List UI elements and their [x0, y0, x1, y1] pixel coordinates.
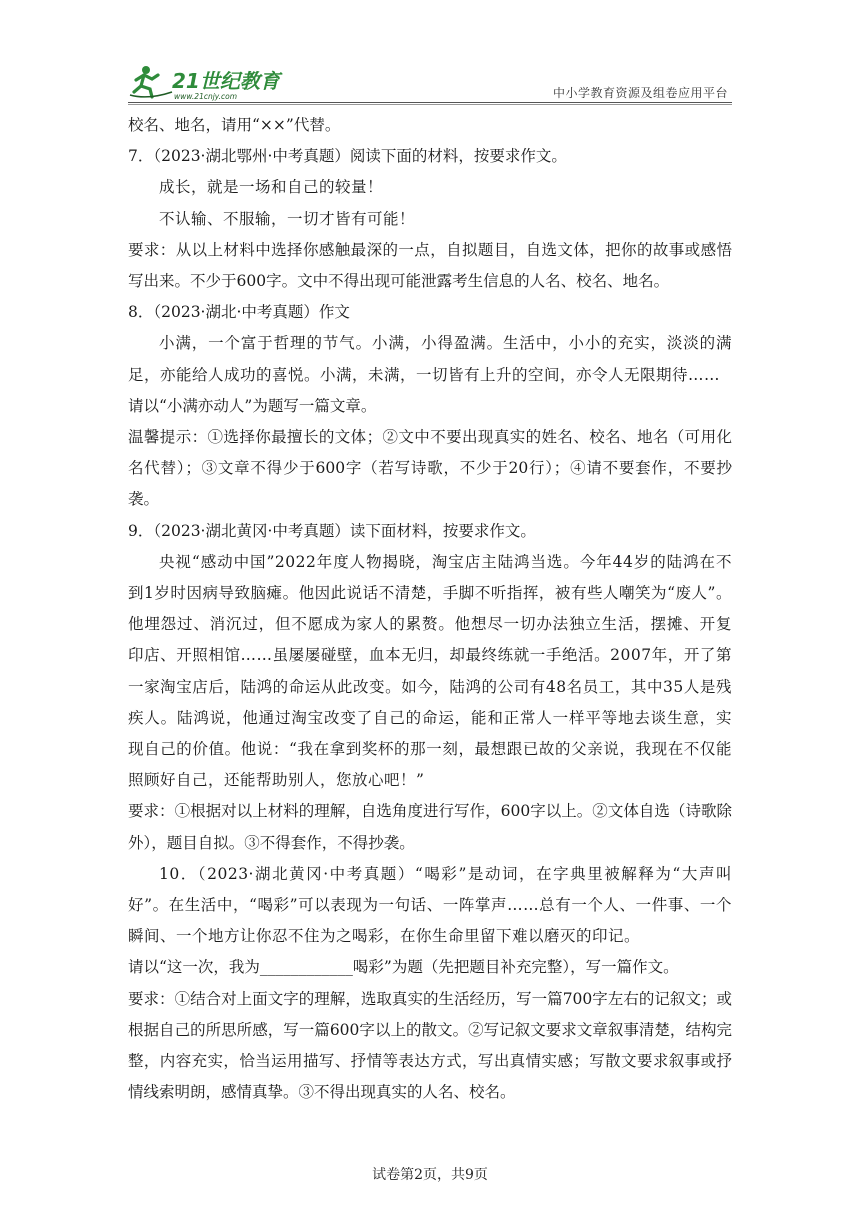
q10-requirements: 要求：①结合对上面文字的理解，选取真实的生活经历，写一篇700字左右的记叙文；或根据自己的所思所感，写一篇600字以上的散文。②写记叙文要求文章叙事清楚，结构完整，内容充实，恰当运用描写、抒情等表达方式，写出真情实感；写散文要求叙事或抒情线索明朗，感情真挚。③不得出现真实的人名、校名。 [128, 989, 732, 1102]
q9-requirements: 要求：①根据对以上材料的理解，自选角度进行写作，600字以上。②文体自选（诗歌除外），题目自拟。③不得套作，不得抄袭。 [128, 802, 732, 852]
running-figure-icon [130, 66, 172, 97]
question-7-title: 7．（2023·湖北鄂州·中考真题）阅读下面的材料，按要求作文。 [128, 147, 567, 166]
q8-prompt: 请以“小满亦动人”为题写一篇文章。 [128, 396, 377, 415]
header-divider-thin [128, 104, 732, 105]
q8-material: 小满，一个富于哲理的节气。小满，小得盈满。生活中，小小的充实，淡淡的满足，亦能给人成功的喜悦。小满，未满，一切皆有上升的空间，亦令人无限期待…… [128, 334, 732, 384]
question-9-title: 9．（2023·湖北黄冈·中考真题）读下面材料，按要求作文。 [128, 521, 536, 540]
q7-material-line-1: 成长，就是一场和自己的较量！ [159, 178, 384, 197]
question-10-title: 10．（2023·湖北黄冈·中考真题）“喝彩”是动词，在字典里被解释为“大声叫好”。在生活中，“喝彩”可以表现为一句话、一阵掌声……总有一个人、一件事、一个瞬间、一个地方让你忍不住为之喝彩，在你生命里留下难以磨灭的印记。 [128, 864, 732, 946]
q7-requirements: 要求：从以上材料中选择你感触最深的一点，自拟题目，自选文体，把你的故事或感悟写出来。不少于600字。文中不得出现可能泄露考生信息的人名、校名、地名。 [128, 240, 732, 291]
q8-tips: 温馨提示：①选择你最擅长的文体；②文中不要出现真实的姓名、校名、地名（可用化名代替）；③文章不得少于600字（若写诗歌，不少于20行）；④请不要套作，不要抄袭。 [128, 428, 732, 509]
page-header [128, 62, 732, 106]
logo-21cnjy [128, 62, 298, 102]
q10-prompt: 请以“这一次，我为____________喝彩”为题（先把题目补充完整），写一篇作文。 [128, 958, 679, 977]
q9-material: 央视“感动中国”2022年度人物揭晓，淘宝店主陆鸿当选。今年44岁的陆鸿在不到1岁时因病导致脑瘫。他因此说话不清楚，手脚不听指挥，被有些人嘲笑为“废人”。他埋怨过、消沉过，但不愿成为家人的累赘。他想尽一切办法独立生活，摆摊、开复印店、开照相馆……虽屡屡碰壁，血本无归，却最终练就一手绝活。2007年，开了第一家淘宝店后，陆鸿的命运从此改变。如今，陆鸿的公司有48名员工，其中35人是残疾人。陆鸿说，他通过淘宝改变了自己的命运，能和正常人一样平等地去谈生意，实现自己的价值。他说：“我在拿到奖杯的那一刻，最想跟已故的父亲说，我现在不仅能照顾好自己，还能帮助别人，您放心吧！” [128, 552, 732, 790]
logo-url: www.21cnjy.com [174, 92, 238, 101]
platform-label: 中小学教育资源及组卷应用平台 [552, 86, 728, 100]
question-8-title: 8．（2023·湖北·中考真题）作文 [128, 303, 350, 322]
q7-material-line-2: 不认输、不服输，一切才皆有可能！ [159, 209, 416, 228]
logo-text: 21世纪教育 [172, 69, 280, 93]
exam-content [128, 110, 732, 1109]
page-footer: 试卷第2页，共9页 [372, 1167, 488, 1183]
header-divider [128, 102, 732, 103]
continuation-line: 校名、地名，请用“××”代替。 [128, 116, 341, 134]
